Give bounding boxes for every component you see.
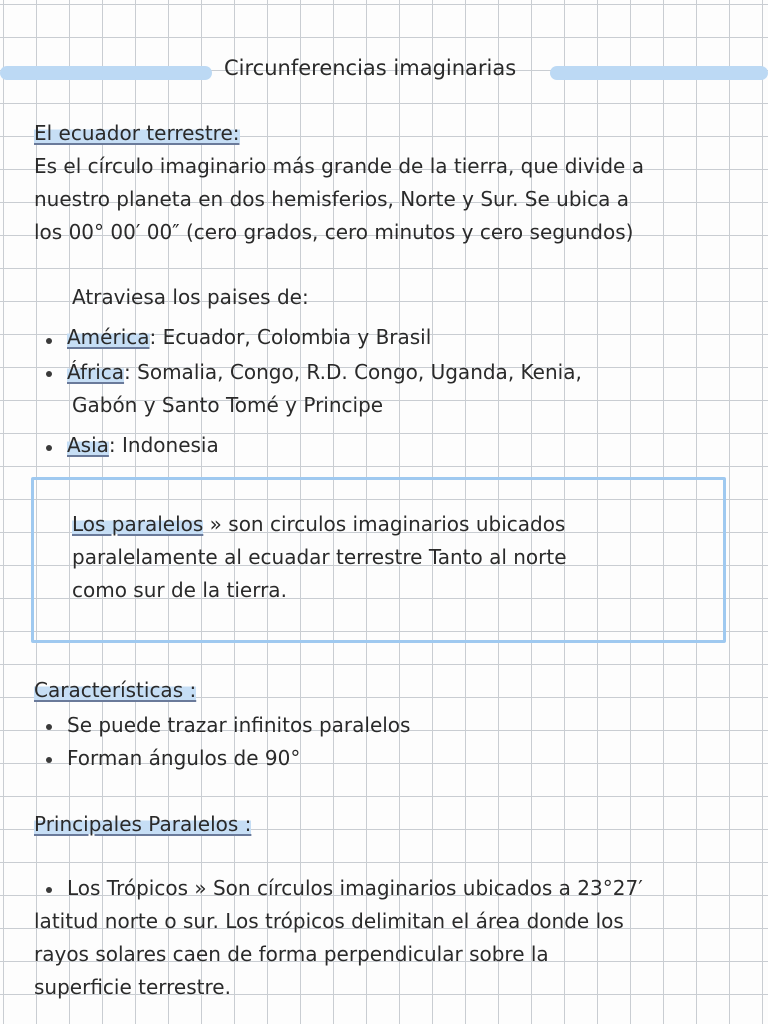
bullet-tropicos [46, 887, 52, 893]
label-asia: Asia [67, 433, 109, 457]
bullet-asia [46, 445, 52, 451]
africa-continuation: Gabón y Santo Tomé y Principe [72, 393, 384, 417]
bullet-caract-2 [46, 757, 52, 763]
tropicos-text-1: Son círculos imaginarios ubicados a 23°27′ [206, 876, 643, 900]
bullet-america [46, 338, 52, 344]
ecuador-line-2: nuestro planeta en dos hemisferios, Norte y Sur. Se ubica a [34, 187, 629, 211]
label-america: América [67, 325, 150, 349]
caract-item-2: Forman ángulos de 90° [67, 746, 301, 770]
list-item-america [67, 325, 431, 349]
tropicos-label: Los Trópicos [67, 876, 189, 900]
tropicos-line-2: latitud norte o sur. Los trópicos delimitan el área donde los [34, 909, 624, 933]
paralelos-term: Los paralelos [72, 512, 204, 536]
ecuador-heading [34, 121, 240, 145]
principales-heading [34, 812, 251, 836]
title-band-right [550, 66, 768, 80]
bullet-caract-1 [46, 724, 52, 730]
caract-item-1: Se puede trazar infinitos paralelos [67, 713, 411, 737]
text-asia: : Indonesia [108, 433, 219, 457]
principales-heading-text: Principales Paralelos : [34, 812, 252, 836]
arrow-icon: » [209, 512, 222, 536]
tropicos-line-4: superficie terrestre. [34, 975, 231, 999]
text-africa: : Somalia, Congo, R.D. Congo, Uganda, Kenia, [124, 360, 582, 384]
tropicos-line-3: rayos solares caen de forma perpendicular sobre la [34, 942, 549, 966]
ecuador-line-1: Es el círculo imaginario más grande de la tierra, que divide a [34, 154, 644, 178]
bullet-africa [46, 371, 52, 377]
ecuador-heading-text: El ecuador terrestre: [34, 121, 240, 145]
caracteristicas-heading [34, 678, 196, 702]
page-title: Circunferencias imaginarias [224, 56, 517, 80]
text-america: : Ecuador, Colombia y Brasil [149, 325, 432, 349]
ecuador-line-3: los 00° 00′ 00″ (cero grados, cero minutos y cero segundos) [34, 220, 634, 244]
label-africa: África [67, 360, 125, 384]
list-item-africa [67, 360, 582, 384]
paralelos-line-2: paralelamente al ecuadar terrestre Tanto al norte [72, 545, 567, 569]
paralelos-text-1: son circulos imaginarios ubicados [221, 512, 566, 536]
arrow-icon-2: » [194, 876, 207, 900]
paralelos-line-3: como sur de la tierra. [72, 578, 287, 602]
caracteristicas-heading-text: Características : [34, 678, 197, 702]
tropicos-line-1 [67, 876, 643, 900]
title-band-left [0, 66, 212, 80]
paralelos-line-1 [72, 512, 565, 536]
list-item-asia [67, 433, 219, 457]
atraviesa-intro: Atraviesa los paises de: [72, 285, 309, 309]
